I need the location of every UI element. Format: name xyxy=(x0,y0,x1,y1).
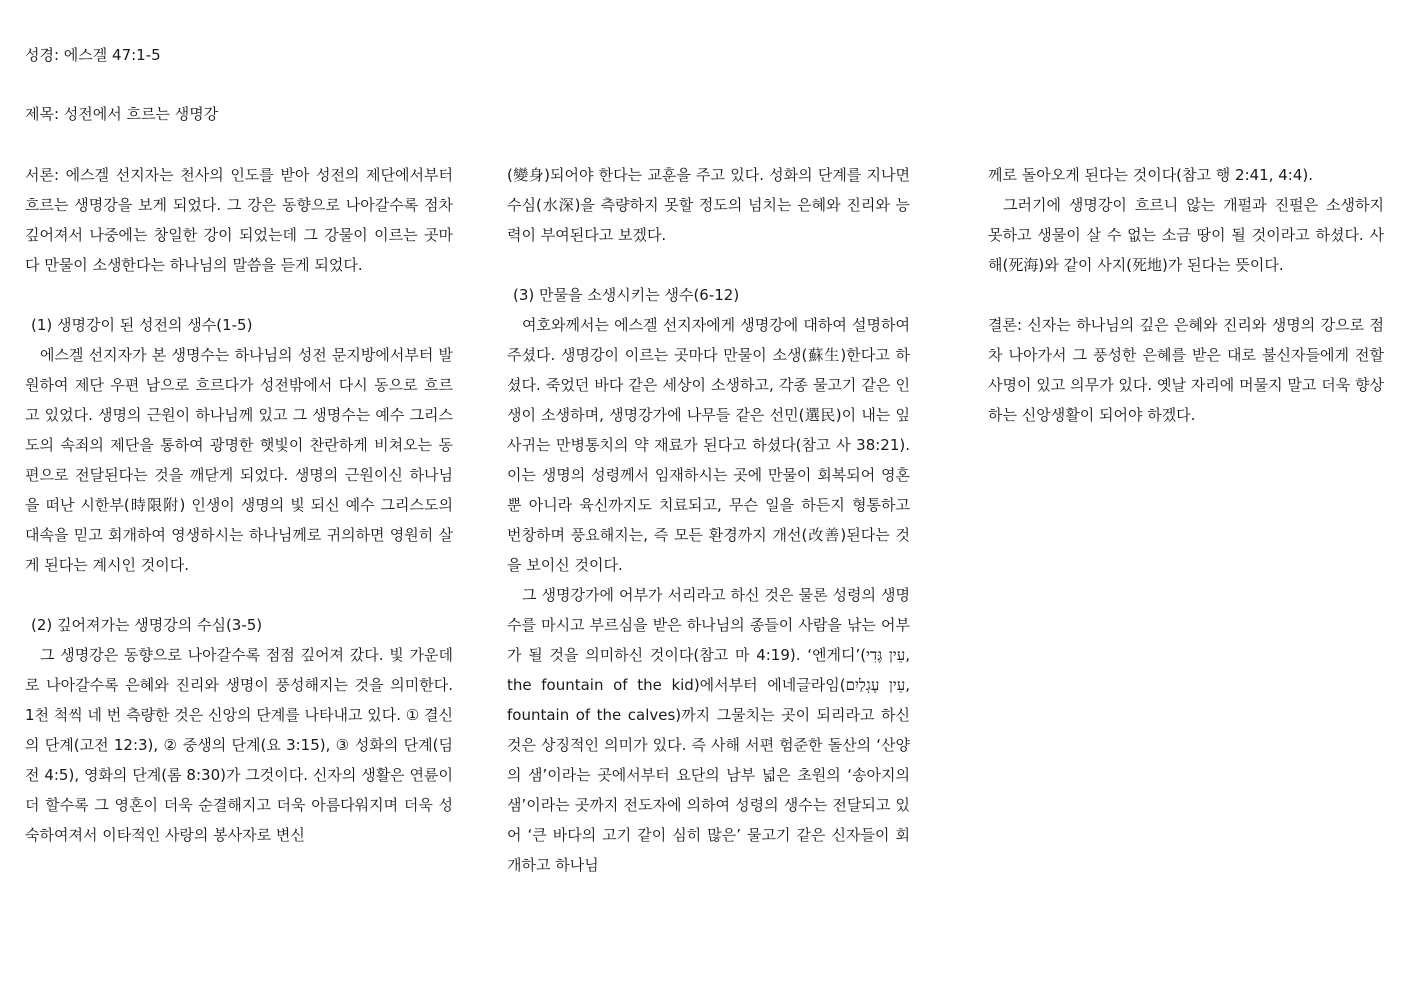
section-2-continuation: (變身)되어야 한다는 교훈을 주고 있다. 성화의 단계를 지나면 수심(水深)을 측량하지 못할 정도의 넘치는 은혜와 진리와 능력이 부여된다고 보겠다. xyxy=(507,166,910,244)
section-3-paragraph-2 xyxy=(507,580,910,880)
section-1-heading: (1) 생명강이 된 성전의 생수(1-5) xyxy=(31,316,253,334)
section-2-body: 그 생명강은 동향으로 나아갈수록 점점 깊어져 갔다. 빛 가운데로 나아갈수록 은혜와 진리와 생명이 풍성해지는 것을 의미한다. 1천 척씩 네 번 측량한 것은 신앙의 단계를 나타내고 있다. ① 결신의 단계(고전 12:3), ② 중생의 단계(요 3:15), ③ 성화의 단계(딤전 4:5), 영화의 단계(롬 8:30)가 그것이다. 신자의 생활은 연륜이 더 할수록 그 영혼이 더욱 순결해지고 더욱 아름다워지며 더욱 성숙하여져서 이타적인 사랑의 봉사자로 변신 xyxy=(25,646,453,844)
text-column-2 xyxy=(507,160,910,880)
paragraph-spacer xyxy=(25,280,453,310)
paragraph-text: , fountain of the calves)까지 그물치는 곳이 되리라고 하신 것은 상징적인 의미가 있다. 즉 사해 서편 험준한 돌산의 ‘산양의 샘’이라는 곳에서부터 요단의 남부 넓은 초원의 ‘송아지의 샘’이라는 곳까지 전도자에 의하여 성령의 생수는 전달되고 있어 ‘큰 바다의 고기 같이 심히 많은’ 물고기 같은 신자들이 회개하고 하나님 xyxy=(507,676,910,874)
conclusion-paragraph: 결론: 신자는 하나님의 깊은 은혜와 진리와 생명의 강으로 점차 나아가서 그 풍성한 은혜를 받은 대로 불신자들에게 전할 사명이 있고 의무가 있다. 옛날 자리에 머물지 말고 더욱 향상하는 신앙생활이 되어야 하겠다. xyxy=(988,316,1384,424)
paragraph-spacer xyxy=(988,280,1384,310)
scripture-reference: 성경: 에스겔 47:1-5 xyxy=(25,46,161,64)
paragraph-spacer xyxy=(25,580,453,610)
paragraph-spacer xyxy=(507,250,910,280)
hebrew-en-gedi: עֵין גֶּדִי xyxy=(866,646,906,664)
section-3-continuation: 께로 돌아오게 된다는 것이다(참고 행 2:41, 4:4). xyxy=(988,166,1314,184)
introduction-paragraph: 서론: 에스겔 선지자는 천사의 인도를 받아 성전의 제단에서부터 흐르는 생명강을 보게 되었다. 그 강은 동향으로 나아갈수록 점차 깊어져서 나중에는 창일한 강이 되었는데 그 강물이 이르는 곳마다 만물이 소생한다는 하나님의 말씀을 듣게 되었다. xyxy=(25,166,453,274)
sermon-title: 제목: 성전에서 흐르는 생명강 xyxy=(25,105,219,123)
section-2-heading: (2) 깊어져가는 생명강의 수심(3-5) xyxy=(31,616,263,634)
paragraph-text: 그 생명강가에 어부가 서리라고 하신 것은 물론 성령의 생명수를 마시고 부르심을 받은 하나님의 종들이 사람을 낚는 어부가 될 것을 의미하신 것이다(참고 마 4:19). ‘엔게디’( xyxy=(507,586,910,664)
section-3-paragraph-3: 그러기에 생명강이 흐르니 않는 개펄과 진펄은 소생하지 못하고 생물이 살 수 없는 소금 땅이 될 것이라고 하셨다. 사해(死海)와 같이 사지(死地)가 된다는 뜻이다. xyxy=(988,196,1384,274)
section-3-heading: (3) 만물을 소생시키는 생수(6-12) xyxy=(513,286,740,304)
section-3-paragraph-1: 여호와께서는 에스겔 선지자에게 생명강에 대하여 설명하여 주셨다. 생명강이 이르는 곳마다 만물이 소생(蘇生)한다고 하셨다. 죽었던 바다 같은 세상이 소생하고, 각종 물고기 같은 인생이 소생하며, 생명강가에 나무들 같은 선민(選民)이 내는 잎사귀는 만병통치의 약 재료가 된다고 하셨다(참고 사 38:21). 이는 생명의 성령께서 임재하시는 곳에 만물이 회복되어 영혼 뿐 아니라 육신까지도 치료되고, 무슨 일을 하든지 형통하고 번창하며 풍요해지는, 즉 모든 환경까지 개선(改善)된다는 것을 보이신 것이다. xyxy=(507,316,910,574)
paragraph-text: , the fountain of the kid)에서부터 에네글라임( xyxy=(507,646,910,694)
text-column-1 xyxy=(25,160,453,850)
hebrew-en-eglaim: עֵין עֶגְלַיִם xyxy=(845,676,906,694)
section-1-body: 에스겔 선지자가 본 생명수는 하나님의 성전 문지방에서부터 발원하여 제단 우편 남으로 흐르다가 성전밖에서 다시 동으로 흐르고 있었다. 생명의 근원이 하나님께 있고 그 생명수는 예수 그리스도의 속죄의 제단을 통하여 광명한 햇빛이 찬란하게 비쳐오는 동편으로 전달된다는 것을 깨닫게 되었다. 생명의 근원이신 하나님을 떠난 시한부(時限附) 인생이 생명의 빛 되신 예수 그리스도의 대속을 믿고 회개하여 영생하시는 하나님께로 귀의하면 영원히 살게 된다는 계시인 것이다. xyxy=(25,346,453,574)
text-column-3 xyxy=(988,160,1384,430)
